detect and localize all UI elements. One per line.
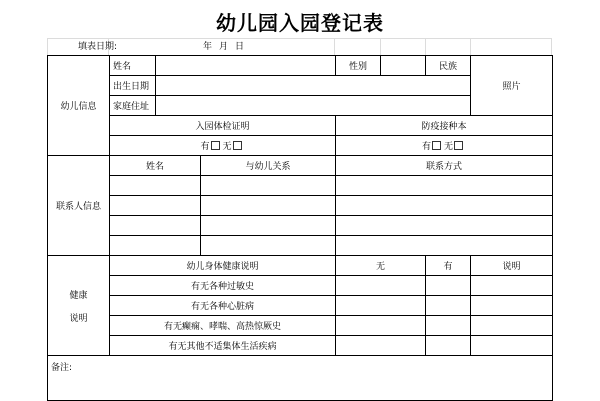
grid-line bbox=[425, 39, 426, 55]
contact-method-header: 联系方式 bbox=[336, 156, 553, 176]
health-section-line2: 说明 bbox=[69, 313, 88, 324]
health-note-cell[interactable] bbox=[471, 296, 553, 316]
contact-relation-field[interactable] bbox=[201, 216, 336, 236]
child-name-field[interactable] bbox=[156, 56, 336, 76]
child-row-name bbox=[48, 56, 553, 76]
contact-method-field[interactable] bbox=[336, 216, 553, 236]
health-header-row bbox=[48, 256, 553, 276]
child-row-cert-headers bbox=[48, 116, 553, 136]
contact-row bbox=[48, 176, 553, 196]
birthdate-field[interactable] bbox=[156, 76, 471, 96]
child-info-section-label: 幼儿信息 bbox=[48, 56, 110, 156]
health-cert-none-checkbox[interactable] bbox=[233, 141, 242, 150]
health-none-header: 无 bbox=[336, 256, 426, 276]
contact-method-field[interactable] bbox=[336, 236, 553, 256]
health-item-epilepsy: 有无癫痫、哮喘、高热惊厥史 bbox=[110, 316, 336, 336]
contact-name-field[interactable] bbox=[110, 236, 201, 256]
contact-row bbox=[48, 216, 553, 236]
registration-table bbox=[47, 55, 553, 401]
gender-field[interactable] bbox=[381, 56, 426, 76]
grid-line bbox=[470, 39, 471, 55]
health-none-cell[interactable] bbox=[336, 336, 426, 356]
health-section-line1: 健康 bbox=[69, 290, 88, 301]
vaccination-none-checkbox[interactable] bbox=[454, 141, 463, 150]
contact-header-row bbox=[48, 156, 553, 176]
birthdate-label: 出生日期 bbox=[110, 76, 156, 96]
contact-section-label: 联系人信息 bbox=[48, 156, 110, 256]
health-note-header: 说明 bbox=[471, 256, 553, 276]
contact-relation-field[interactable] bbox=[201, 176, 336, 196]
health-statement-header: 幼儿身体健康说明 bbox=[110, 256, 336, 276]
health-item-row bbox=[48, 296, 553, 316]
vaccination-options bbox=[336, 136, 553, 156]
grid-line bbox=[334, 39, 335, 55]
health-has-cell[interactable] bbox=[426, 296, 471, 316]
contact-relation-field[interactable] bbox=[201, 236, 336, 256]
photo-box[interactable]: 照片 bbox=[471, 56, 553, 116]
address-label: 家庭住址 bbox=[110, 96, 156, 116]
gender-label: 性别 bbox=[336, 56, 381, 76]
health-has-header: 有 bbox=[426, 256, 471, 276]
address-field[interactable] bbox=[156, 96, 471, 116]
health-note-cell[interactable] bbox=[471, 316, 553, 336]
contact-name-field[interactable] bbox=[110, 216, 201, 236]
fill-date-label: 填表日期: bbox=[78, 42, 118, 52]
vaccination-label: 防疫接种本 bbox=[336, 116, 553, 136]
health-item-row bbox=[48, 336, 553, 356]
child-name-label: 姓名 bbox=[110, 56, 156, 76]
vaccination-none-label: 无 bbox=[444, 142, 454, 152]
grid-line bbox=[47, 39, 48, 55]
form-title: 幼儿园入园登记表 bbox=[216, 11, 384, 35]
health-none-cell[interactable] bbox=[336, 296, 426, 316]
contact-relation-field[interactable] bbox=[201, 196, 336, 216]
vaccination-has-checkbox[interactable] bbox=[432, 141, 441, 150]
health-cert-has-label: 有 bbox=[200, 142, 210, 152]
contact-method-field[interactable] bbox=[336, 196, 553, 216]
health-item-allergy: 有无各种过敏史 bbox=[110, 276, 336, 296]
health-cert-label: 入园体检证明 bbox=[110, 116, 336, 136]
health-item-row bbox=[48, 316, 553, 336]
contact-row bbox=[48, 236, 553, 256]
fill-date-month: 月 bbox=[219, 42, 229, 52]
grid-line bbox=[551, 39, 552, 55]
health-has-cell[interactable] bbox=[426, 276, 471, 296]
contact-name-header: 姓名 bbox=[110, 156, 201, 176]
health-cert-none-label: 无 bbox=[222, 142, 232, 152]
health-none-cell[interactable] bbox=[336, 276, 426, 296]
health-item-heart: 有无各种心脏病 bbox=[110, 296, 336, 316]
remarks-row bbox=[48, 356, 553, 401]
contact-row bbox=[48, 196, 553, 216]
health-item-other: 有无其他不适集体生活疾病 bbox=[110, 336, 336, 356]
fill-date-year: 年 bbox=[203, 42, 213, 52]
ethnicity-label: 民族 bbox=[426, 56, 471, 76]
health-cert-has-checkbox[interactable] bbox=[211, 141, 220, 150]
fill-date-day: 日 bbox=[235, 42, 245, 52]
contact-relation-header: 与幼儿关系 bbox=[201, 156, 336, 176]
remarks-field[interactable] bbox=[48, 356, 553, 401]
health-has-cell[interactable] bbox=[426, 316, 471, 336]
contact-method-field[interactable] bbox=[336, 176, 553, 196]
health-none-cell[interactable] bbox=[336, 316, 426, 336]
health-item-row bbox=[48, 276, 553, 296]
remarks-label: 备注: bbox=[51, 363, 73, 373]
child-row-cert-checks bbox=[48, 136, 553, 156]
health-note-cell[interactable] bbox=[471, 336, 553, 356]
health-cert-options bbox=[110, 136, 336, 156]
health-note-cell[interactable] bbox=[471, 276, 553, 296]
grid-line bbox=[47, 38, 552, 39]
contact-name-field[interactable] bbox=[110, 196, 201, 216]
vaccination-has-label: 有 bbox=[421, 142, 431, 152]
contact-name-field[interactable] bbox=[110, 176, 201, 196]
health-has-cell[interactable] bbox=[426, 336, 471, 356]
grid-line bbox=[380, 39, 381, 55]
health-section-label bbox=[48, 256, 110, 356]
